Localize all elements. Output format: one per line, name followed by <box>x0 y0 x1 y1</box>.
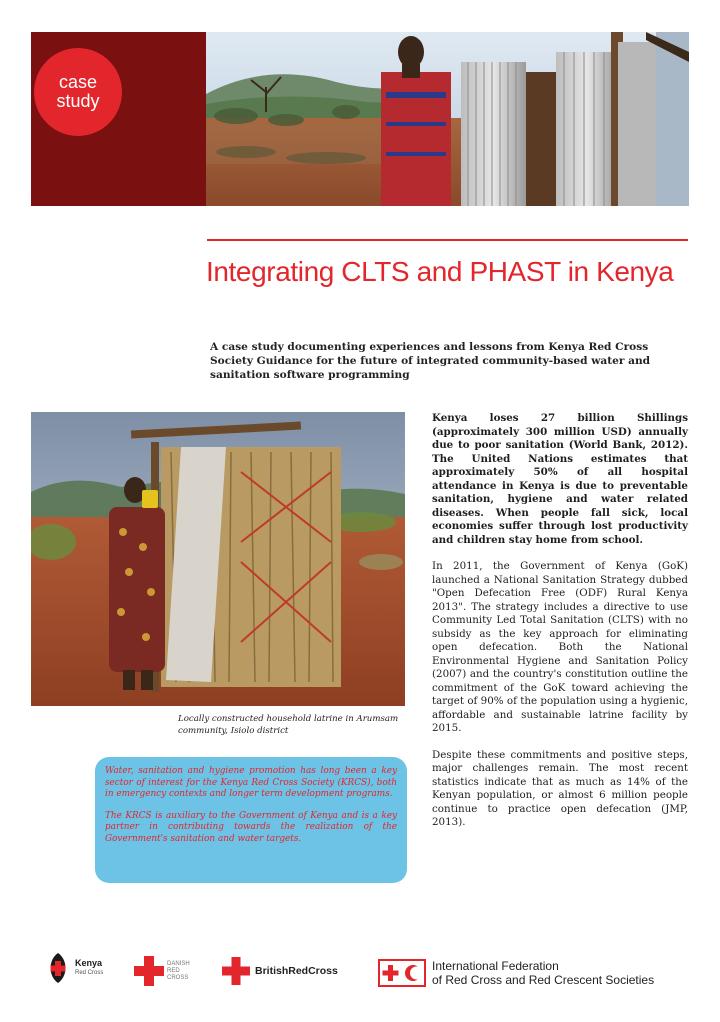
callout-box <box>95 757 407 883</box>
body-paragraph-3: Despite these commitments and positive steps, major challenges remain. The most recent statistics indicate that as much as 14% of the Kenyan population, or almost 6 million people continue to practice open defecation (JMP, 2013). <box>432 748 688 828</box>
krc-sub: Red Cross <box>75 970 104 976</box>
header-photo <box>206 32 689 206</box>
ifrc-line-1: International Federation <box>432 959 559 973</box>
danish-red-cross-logo <box>134 954 190 988</box>
badge-line-study: study <box>56 91 100 111</box>
danish-line-2: RED <box>167 967 180 974</box>
maasai-man-latrine-photo-illustration <box>206 32 689 206</box>
british-red-cross-name: BritishRedCross <box>255 965 338 977</box>
danish-line-3: CROSS <box>167 974 189 981</box>
latrine-photo <box>31 412 405 706</box>
badge-line-case: case <box>58 72 98 92</box>
case-study-badge <box>34 48 122 136</box>
callout-paragraph-1: Water, sanitation and hygiene promotion has long been a key sector of interest for the Kenya Red Cross Society (KRCS), both in emergency contexts and longer term development programs. <box>105 766 397 799</box>
kenya-red-cross-logo <box>45 950 103 986</box>
grass-latrine-photo-illustration <box>31 412 405 706</box>
red-cross-icon <box>134 956 164 986</box>
red-cross-icon <box>222 957 250 985</box>
title-rule <box>207 239 688 241</box>
danish-line-1: DANISH <box>167 960 190 967</box>
callout-paragraph-2: The KRCS is auxiliary to the Government of Kenya and is a key partner in contributing towards the realization of the Government's sanitation and water targets. <box>105 810 397 844</box>
ifrc-logo <box>378 955 654 991</box>
kenya-red-cross-emblem-icon <box>45 952 71 984</box>
ifrc-line-2: of Red Cross and Red Crescent Societies <box>432 973 655 987</box>
body-text <box>432 412 688 843</box>
krc-name: Kenya <box>75 958 103 968</box>
british-red-cross-logo <box>222 956 338 986</box>
page-title: Integrating CLTS and PHAST in Kenya <box>206 256 674 287</box>
body-paragraph-2: In 2011, the Government of Kenya (GoK) launched a National Sanitation Strategy dubbed "Open Defecation Free (ODF) Rural Kenya 2013". The strategy includes a directive to use Community Led Total Sanitation (CLTS) with no subsidy as the key approach for eliminating open defecation. Both the National Environmental Hygiene and Sanitation Policy (2007) and the country's constitution outline the commitment of the GoK toward achieving the target of 90% of the population using a hygienic, affordable and sustainable latrine facility by 2015. <box>432 560 688 734</box>
subtitle: A case study documenting experiences and lessons from Kenya Red Cross Society Guidance for the future of integrated community-based water and sanitation software programming <box>210 341 651 381</box>
photo-caption: Locally constructed household latrine in Arumsam community, Isiolo district <box>178 714 399 736</box>
ifrc-cross-crescent-icon <box>378 959 426 987</box>
body-paragraph-1: Kenya loses 27 billion Shillings (approximately 300 million USD) annually due to poor sanitation (World Bank, 2012). The United Nations estimates that approximately 50% of all hospital attendance in Kenya is due to preventable sanitation, hygiene and water related diseases. When people fall sick, local economies suffer through lost productivity and children stay home from school. <box>432 412 688 546</box>
